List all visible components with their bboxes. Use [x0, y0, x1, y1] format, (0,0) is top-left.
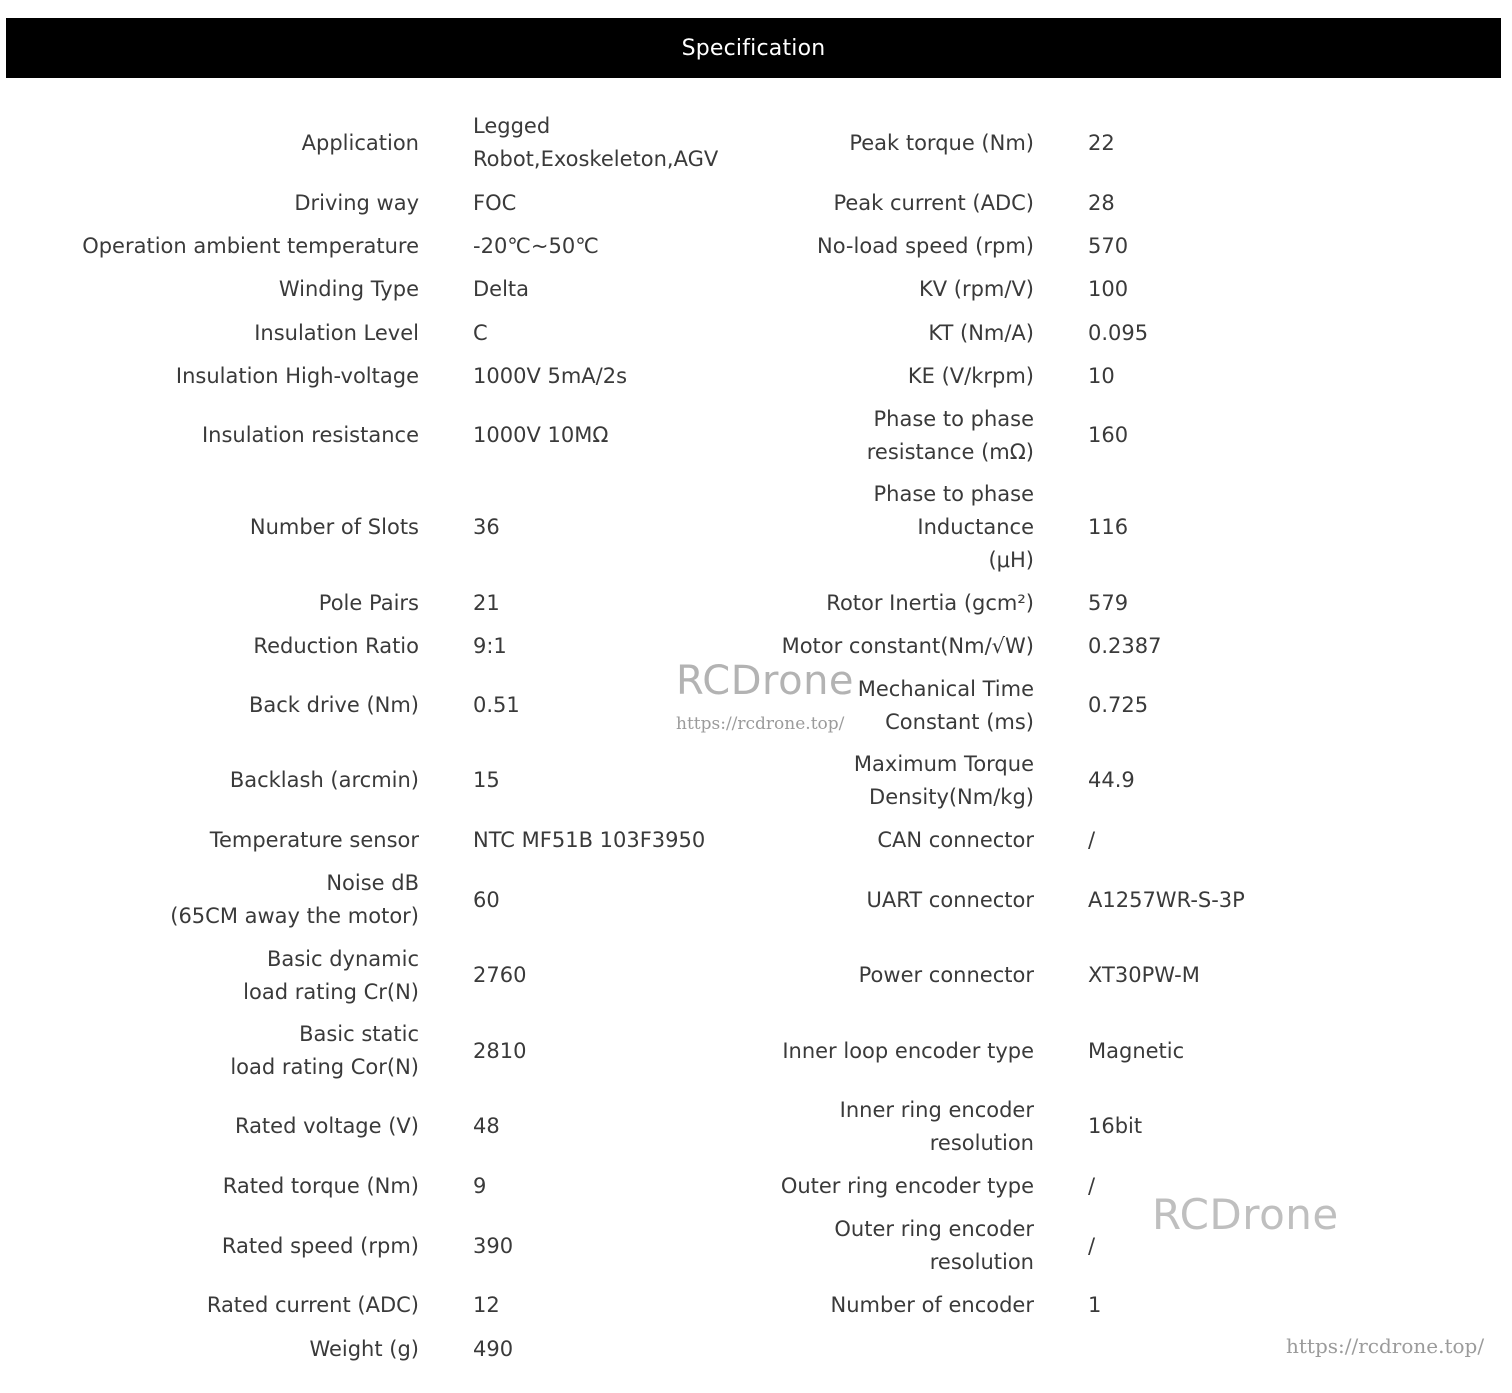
- spec-value: 2810: [473, 1038, 527, 1063]
- spec-label: Insulation Level: [254, 320, 419, 345]
- spec-value: C: [473, 320, 488, 345]
- spec-value: 490: [473, 1336, 514, 1361]
- spec-row: [0, 1089, 1512, 1164]
- watermark-url: https://rcdrone.top/: [1286, 1334, 1485, 1358]
- watermark-logo: RCDrone: [1152, 1190, 1339, 1239]
- spec-value: 2760: [473, 963, 527, 987]
- spec-value: 22: [1088, 130, 1115, 155]
- spec-label: Winding Type: [278, 277, 419, 301]
- spec-label: Application: [301, 130, 419, 155]
- spec-value: 570: [1088, 234, 1129, 258]
- spec-label: Inner loop encoder type: [782, 1038, 1034, 1063]
- spec-row: [0, 311, 1512, 355]
- spec-value: Legged Robot,Exoskeleton,AGV: [473, 114, 719, 171]
- spec-row: [0, 473, 1512, 581]
- spec-label: Rated torque (Nm): [222, 1173, 419, 1198]
- spec-label: Operation ambient temperature: [82, 234, 419, 258]
- spec-label: Motor constant(Nm/√W): [781, 634, 1034, 658]
- spec-value: 44.9: [1088, 768, 1135, 792]
- spec-value: 160: [1088, 423, 1129, 447]
- spec-label: Outer ring encoder type: [780, 1173, 1034, 1198]
- spec-value: 21: [473, 590, 500, 615]
- spec-value: A1257WR-S-3P: [1088, 887, 1245, 912]
- spec-label: Backlash (arcmin): [229, 768, 419, 792]
- spec-row: [0, 398, 1512, 473]
- spec-label: Insulation High-voltage: [175, 364, 419, 388]
- spec-value: 1000V 5mA/2s: [473, 364, 628, 388]
- spec-label: Weight (g): [309, 1336, 419, 1361]
- spec-label: Phase to phase resistance (mΩ): [866, 406, 1034, 464]
- spec-label: Pole Pairs: [318, 590, 419, 615]
- spec-row: [0, 1013, 1512, 1089]
- spec-value: 28: [1088, 191, 1115, 215]
- spec-value: 48: [473, 1114, 500, 1138]
- spec-value: /: [1088, 1233, 1096, 1258]
- spec-value: XT30PW-M: [1088, 963, 1200, 987]
- specification-header: [6, 18, 1501, 78]
- spec-row: [0, 1284, 1512, 1327]
- spec-label: [714, 1327, 1034, 1371]
- spec-label: Outer ring encoder resolution: [834, 1217, 1034, 1274]
- spec-value: /: [1088, 827, 1096, 852]
- spec-value: -20℃~50℃: [473, 234, 599, 258]
- spec-value: 116: [1088, 514, 1129, 539]
- spec-row: [0, 818, 1512, 862]
- spec-value: 9: [473, 1173, 487, 1198]
- spec-row: [0, 268, 1512, 311]
- spec-label: Rated speed (rpm): [221, 1233, 419, 1258]
- spec-label: Mechanical Time Constant (ms): [857, 676, 1034, 734]
- spec-label: Basic dynamic load rating Cr(N): [243, 946, 419, 1004]
- spec-row: [0, 938, 1512, 1013]
- spec-value: 100: [1088, 277, 1129, 301]
- spec-value: 15: [473, 768, 500, 792]
- spec-value: 0.725: [1088, 693, 1149, 717]
- spec-value: /: [1088, 1173, 1096, 1198]
- spec-label: Rated current (ADC): [206, 1293, 419, 1317]
- spec-label: Power connector: [858, 963, 1034, 987]
- spec-value: 0.51: [473, 693, 520, 717]
- spec-value: 1: [1088, 1293, 1102, 1317]
- spec-value: 36: [473, 514, 500, 539]
- spec-value: 0.095: [1088, 320, 1149, 345]
- spec-label: Reduction Ratio: [253, 634, 419, 658]
- spec-row: [0, 104, 1512, 182]
- page-title: Specification: [681, 35, 826, 61]
- spec-value: 1000V 10MΩ: [473, 423, 609, 447]
- spec-value: 579: [1088, 590, 1129, 615]
- watermark-logo: RCDrone: [676, 658, 855, 704]
- spec-value: NTC MF51B 103F3950: [473, 827, 706, 852]
- spec-label: Rated voltage (V): [234, 1114, 419, 1138]
- spec-row: [0, 225, 1512, 268]
- spec-label: Maximum Torque Density(Nm/kg): [853, 751, 1034, 809]
- spec-value: 16bit: [1088, 1114, 1143, 1138]
- spec-row: [0, 743, 1512, 818]
- spec-label: Peak torque (Nm): [849, 130, 1034, 155]
- spec-label: Insulation resistance: [201, 423, 419, 447]
- spec-label: Basic static load rating Cor(N): [230, 1022, 419, 1079]
- spec-label: Temperature sensor: [209, 827, 419, 852]
- spec-label: Inner ring encoder resolution: [839, 1097, 1034, 1155]
- spec-value: FOC: [473, 191, 517, 215]
- spec-label: Number of Slots: [249, 514, 419, 539]
- spec-value: 12: [473, 1293, 500, 1317]
- spec-label: Number of encoder: [830, 1293, 1034, 1317]
- spec-label: No-load speed (rpm): [816, 234, 1034, 258]
- spec-label: KE (V/krpm): [907, 364, 1034, 388]
- spec-label: Rotor Inertia (gcm²): [826, 590, 1034, 615]
- spec-value: 60: [473, 887, 500, 912]
- spec-label: Phase to phase Inductance (μH): [873, 481, 1034, 572]
- spec-row: [0, 581, 1512, 625]
- spec-label: CAN connector: [877, 827, 1034, 852]
- spec-row: [0, 355, 1512, 398]
- spec-label: KT (Nm/A): [928, 320, 1034, 345]
- spec-value: Delta: [473, 277, 530, 301]
- spec-value: Magnetic: [1088, 1038, 1185, 1063]
- spec-label: Peak current (ADC): [833, 191, 1034, 215]
- spec-label: Noise dB (65CM away the motor): [170, 871, 419, 928]
- spec-value: 9:1: [473, 634, 507, 658]
- watermark-url: https://rcdrone.top/: [676, 714, 845, 734]
- spec-value: 0.2387: [1088, 634, 1162, 658]
- spec-row: [0, 862, 1512, 938]
- spec-label: KV (rpm/V): [918, 277, 1034, 301]
- spec-value: 10: [1088, 364, 1115, 388]
- spec-label: Driving way: [294, 191, 419, 215]
- spec-label: UART connector: [866, 887, 1034, 912]
- spec-value: 390: [473, 1233, 514, 1258]
- spec-table: [0, 104, 1512, 1371]
- spec-row: [0, 182, 1512, 225]
- spec-label: Back drive (Nm): [248, 693, 419, 717]
